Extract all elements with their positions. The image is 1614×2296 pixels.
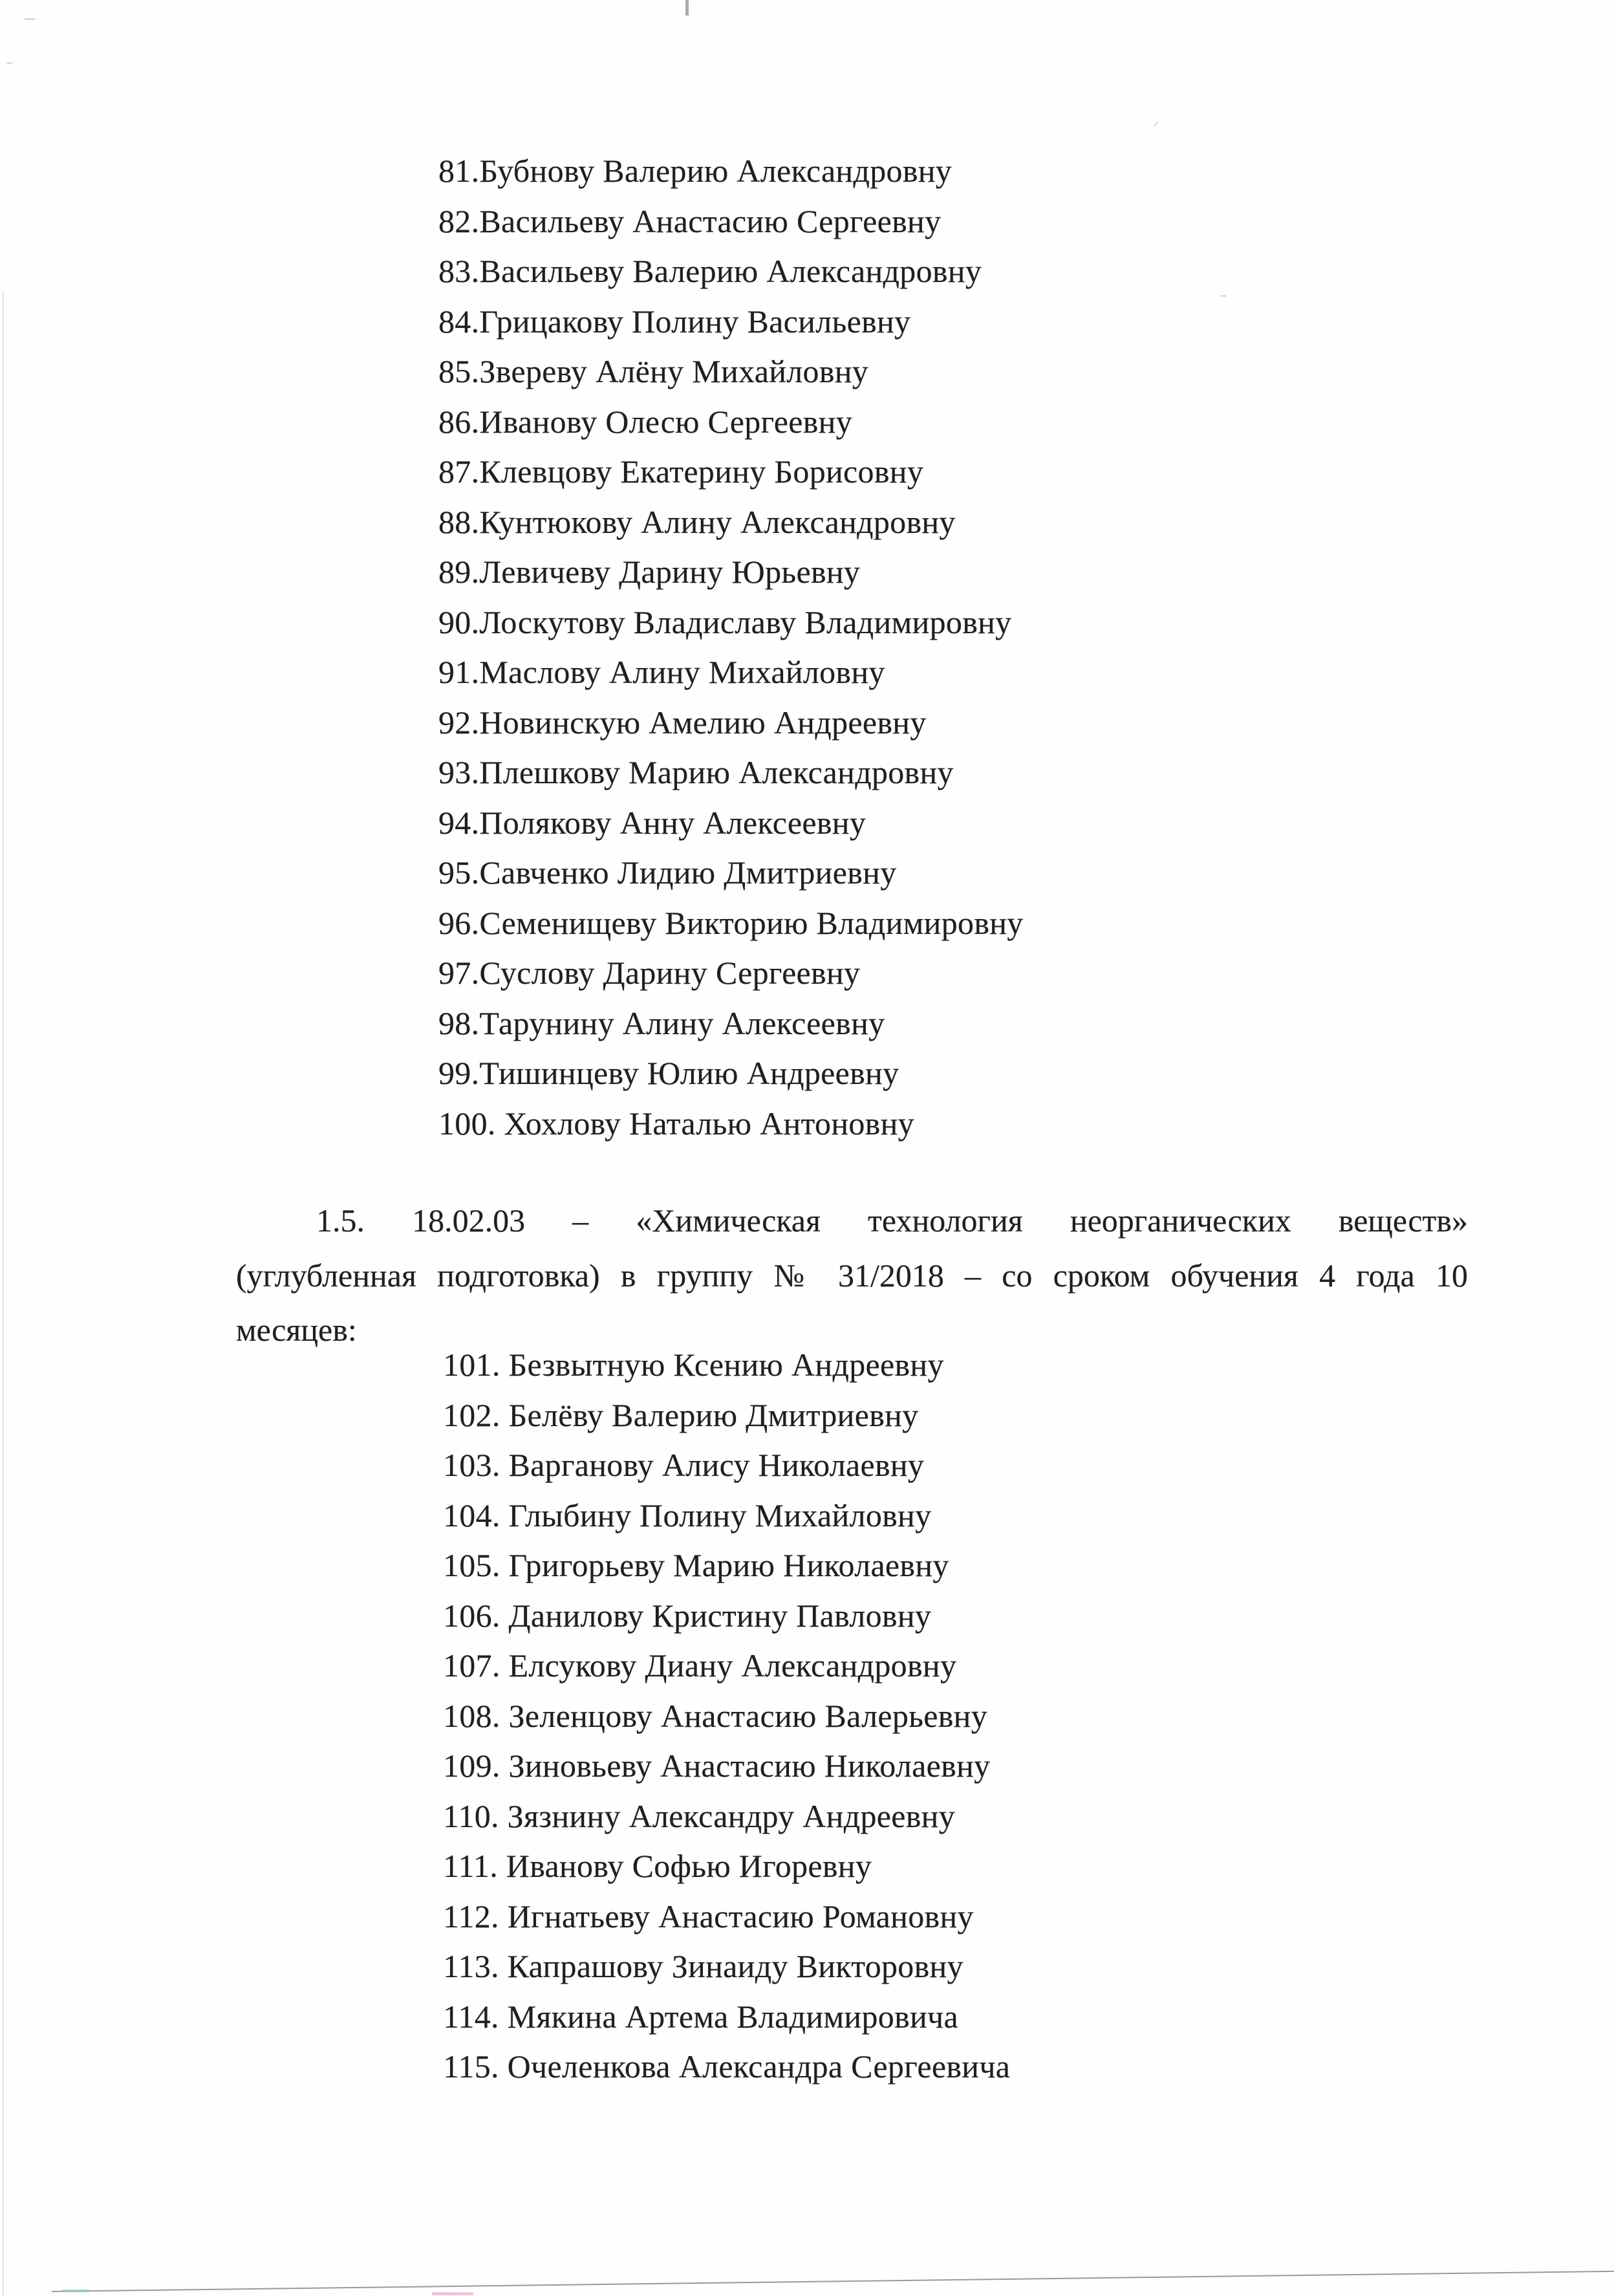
clause-1-5-paragraph xyxy=(236,1193,1468,1358)
page-edge-shadow-left xyxy=(3,291,4,2296)
list-item: 92.Новинскую Амелию Андреевну xyxy=(438,704,927,741)
list-item: 85.Звереву Алёну Михайловну xyxy=(438,353,869,389)
list-item: 81.Бубнову Валерию Александровну xyxy=(438,153,952,189)
enrollment-list-81-100 xyxy=(438,146,1024,1149)
scan-speck-green xyxy=(62,2290,89,2292)
scan-speck xyxy=(25,18,35,20)
list-item: 115. Очеленкова Александра Сергеевича xyxy=(443,2048,1011,2085)
list-item: 98.Тарунину Алину Алексеевну xyxy=(438,1004,885,1041)
scan-edge-line-bottom xyxy=(52,2271,1614,2292)
list-item: 109. Зиновьеву Анастасию Николаевну xyxy=(443,1748,991,1784)
list-item: 89.Левичеву Дарину Юрьевну xyxy=(438,554,861,590)
list-item: 87.Клевцову Екатерину Борисовну xyxy=(438,453,924,490)
list-item: 108. Зеленцову Анастасию Валерьевну xyxy=(443,1697,987,1734)
scan-speck xyxy=(6,62,12,64)
list-item: 97.Суслову Дарину Сергеевну xyxy=(438,955,861,991)
list-item: 105. Григорьеву Марию Николаевну xyxy=(443,1547,949,1583)
list-item: 107. Елсукову Диану Александровну xyxy=(443,1647,957,1684)
list-item: 86.Иванову Олесю Сергеевну xyxy=(438,403,853,440)
list-item: 113. Капрашову Зинаиду Викторовну xyxy=(443,1948,963,1984)
list-item: 94.Полякову Анну Алексеевну xyxy=(438,804,866,841)
list-item: 110. Зязнину Александру Андреевну xyxy=(443,1797,956,1834)
clause-line: 1.5. 18.02.03 – «Химическая технология неорганических веществ» xyxy=(316,1202,1468,1239)
list-item: 84.Грицакову Полину Васильевну xyxy=(438,303,911,340)
list-item: 99.Тишинцеву Юлию Андреевну xyxy=(438,1055,899,1091)
list-item: 103. Варганову Алису Николаевну xyxy=(443,1447,925,1483)
list-item: 95.Савченко Лидию Дмитриевну xyxy=(438,854,897,891)
list-item: 112. Игнатьеву Анастасию Романовну xyxy=(443,1898,974,1934)
list-item: 104. Глыбину Полину Михайловну xyxy=(443,1497,932,1533)
list-item: 93.Плешкову Марию Александровну xyxy=(438,754,954,790)
list-item: 101. Безвытную Ксению Андреевну xyxy=(443,1347,944,1383)
clause-line: (углубленная подготовка) в группу № 31/2018 – со сроком обучения 4 года 10 xyxy=(236,1257,1468,1294)
list-item: 91.Маслову Алину Михайловну xyxy=(438,654,885,690)
enrollment-list-101-115 xyxy=(443,1340,1010,2092)
scan-speck-pink xyxy=(432,2292,473,2295)
list-item: 114. Мякина Артема Владимировича xyxy=(443,1998,958,2035)
list-item: 90.Лоскутову Владиславу Владимировну xyxy=(438,603,1012,640)
list-item: 83.Васильеву Валерию Александровну xyxy=(438,253,982,289)
list-item: 111. Иванову Софью Игоревну xyxy=(443,1848,872,1884)
list-item: 102. Белёву Валерию Дмитриевну xyxy=(443,1396,919,1433)
scan-speck xyxy=(1221,295,1226,297)
clause-line: месяцев: xyxy=(236,1312,357,1348)
scan-speck xyxy=(1154,121,1164,131)
scan-mark-top-tick xyxy=(685,0,689,16)
list-item: 106. Данилову Кристину Павловну xyxy=(443,1597,932,1634)
list-item: 88.Кунтюкову Алину Александровну xyxy=(438,503,956,540)
list-item: 96.Семенищеву Викторию Владимировну xyxy=(438,904,1024,941)
list-item: 82.Васильеву Анастасию Сергеевну xyxy=(438,202,942,239)
list-item: 100. Хохлову Наталью Антоновну xyxy=(438,1105,914,1142)
